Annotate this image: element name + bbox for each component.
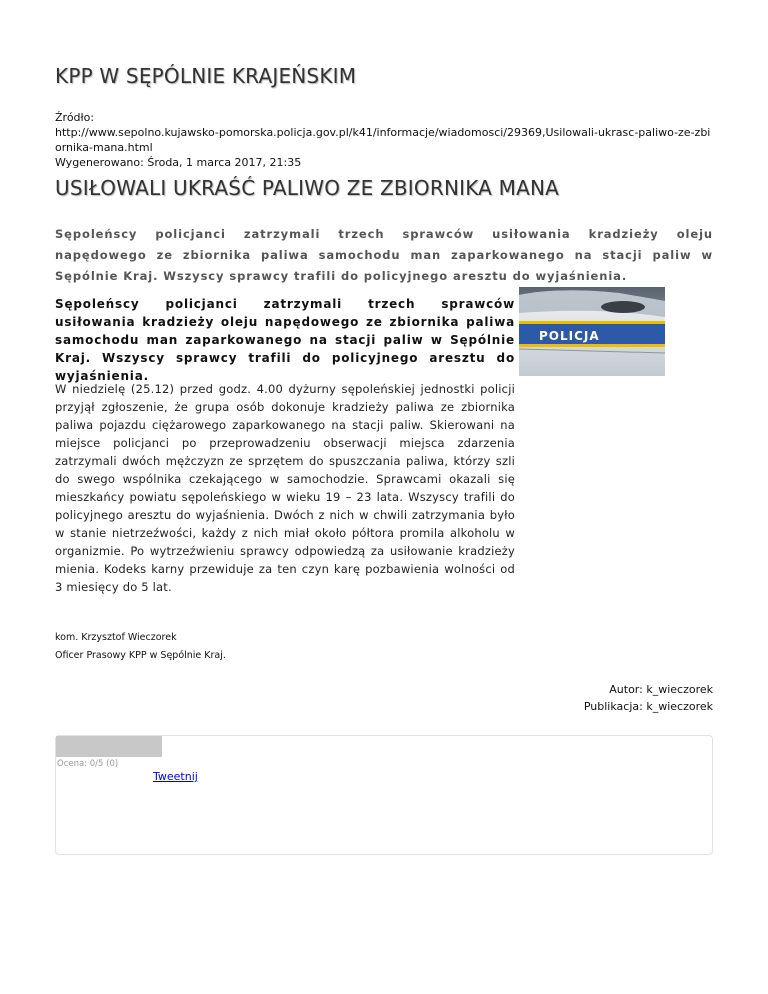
rating-text: Ocena: 0/5 (0) <box>57 759 119 769</box>
photo-label: POLICJA <box>539 329 600 343</box>
author-line: Autor: k_wieczorek <box>609 683 713 696</box>
article-title: USIŁOWALI UKRAŚĆ PALIWO ZE ZBIORNIKA MANA <box>55 176 559 200</box>
article-lead-repeat: Sępoleńscy policjanci zatrzymali trzech sprawców usiłowania kradzieży oleju napędowego ze zbiornika paliwa samochodu man zaparkowanego na stacji paliw w Sępólnie Kraj. Wszyscy sprawcy trafili do policyjnego aresztu do wyjaśnienia. <box>55 297 515 383</box>
author-block <box>584 681 713 715</box>
article-body: W niedzielę (25.12) przed godz. 4.00 dyżurny sępoleńskiej jednostki policji przyjął zgłoszenie, że grupa osób dokonuje kradzieży paliwa ze zbiornika paliwa pojazdu ciężarowego zaparkowanego na stacji paliw. Skierowani na miejsce policjanci po przeprowadzeniu obserwacji miejsca zdarzenia zatrzymali dwóch mężczyzn ze sprzętem do spuszczania paliwa, którzy szli do swego wspólnika czekającego w samochodzie. Sprawcami okazali się mieszkańcy powiatu sępoleńskiego w wieku 19 – 23 lata. Wszyscy trafili do policyjnego aresztu do wyjaśnienia. Dwóch z nich w chwili zatrzymania było w stanie nietrzeźwości, każdy z nich miał około półtora promila alkoholu w organizmie. Po wytrzeźwieniu sprawcy odpowiedzą za usiłowanie kradzieży mienia. Kodeks karny przewiduje za ten czyn karę pozbawienia wolności od 3 miesięcy do 5 lat. <box>55 382 515 594</box>
source-url: http://www.sepolno.kujawsko-pomorska.policja.gov.pl/k41/informacje/wiadomosci/29369,Usilowali-ukrasc-paliwo-ze-zbiornika-mana.html <box>55 126 711 154</box>
publication-line: Publikacja: k_wieczorek <box>583 700 713 713</box>
site-title: KPP W SĘPÓLNIE KRAJEŃSKIM <box>55 64 357 88</box>
source-label: Źródło: <box>55 111 95 124</box>
article-lead: Sępoleńscy policjanci zatrzymali trzech sprawców usiłowania kradzieży oleju napędowego ze zbiornika paliwa samochodu man zaparkowanego na stacji paliw w Sępólnie Kraj. Wszyscy sprawcy trafili do policyjnego aresztu do wyjaśnienia. <box>55 227 713 283</box>
rating-stars-bar[interactable] <box>56 736 162 757</box>
rating-box <box>55 735 713 855</box>
source-meta <box>55 110 713 170</box>
generated-date: Wygenerowano: Środa, 1 marca 2017, 21:35 <box>55 156 302 169</box>
tweet-link[interactable]: Tweetnij <box>153 770 198 783</box>
signature-role: Oficer Prasowy KPP w Sępólnie Kraj. <box>55 650 226 661</box>
police-car-photo <box>519 287 665 376</box>
signature-name: kom. Krzysztof Wieczorek <box>55 632 177 643</box>
